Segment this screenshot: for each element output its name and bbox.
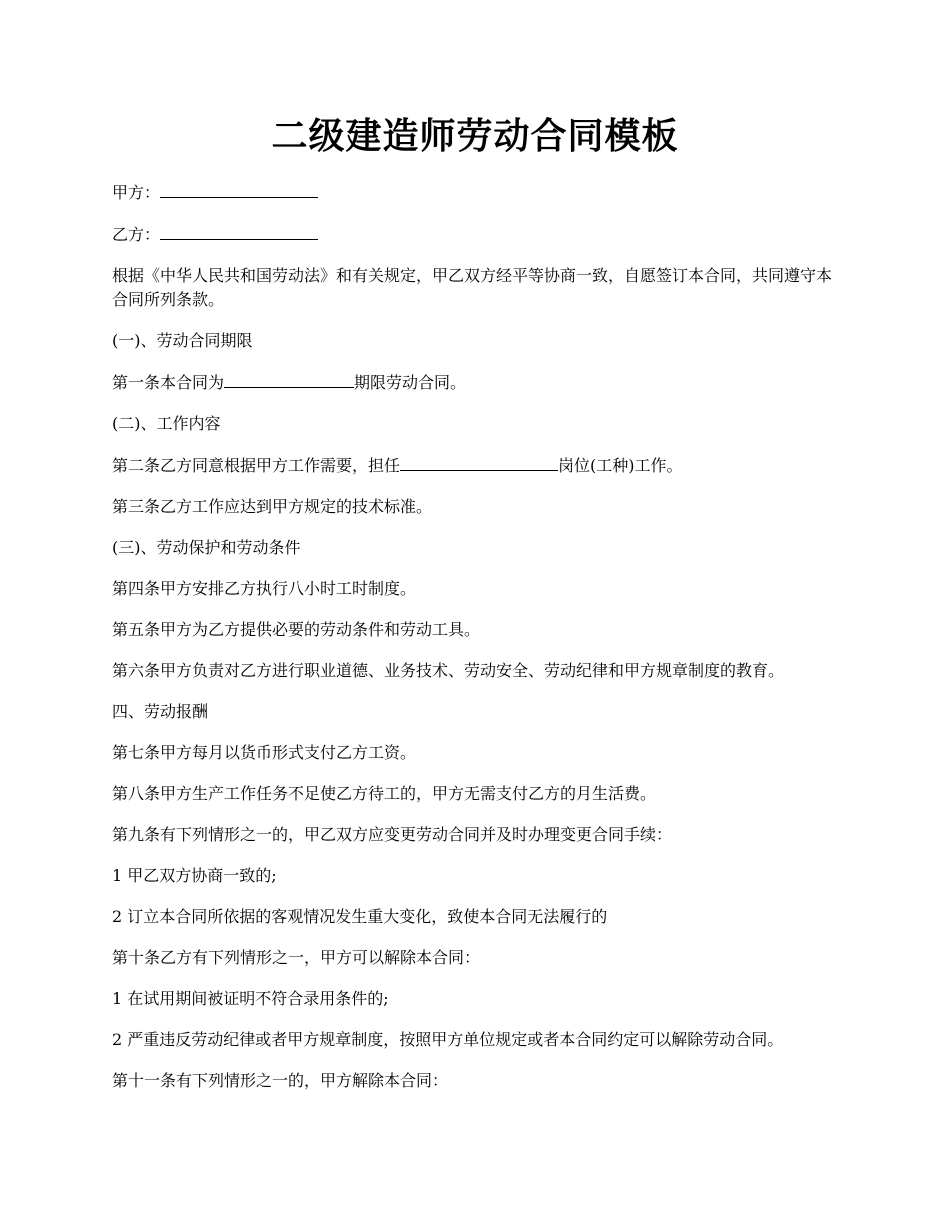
document-body	[112, 180, 838, 1093]
article-3: 第三条乙方工作应达到甲方规定的技术标准。	[112, 497, 433, 516]
party-b-blank	[160, 222, 318, 240]
section-1-heading: (一)、劳动合同期限	[112, 331, 253, 350]
article-9-item-2: 2 订立本合同所依据的客观情况发生重大变化，致使本合同无法履行的	[112, 907, 608, 926]
article-1	[112, 370, 838, 395]
party-b-label: 乙方：	[112, 225, 161, 244]
document-title: 二级建造师劳动合同模板	[271, 115, 679, 157]
article-1-suffix: 期限劳动合同。	[354, 373, 467, 392]
article-10: 第十条乙方有下列情形之一，甲方可以解除本合同：	[112, 948, 481, 967]
article-5: 第五条甲方为乙方提供必要的劳动条件和劳动工具。	[112, 620, 481, 639]
article-2-prefix: 第二条乙方同意根据甲方工作需要，担任	[112, 456, 401, 475]
article-11: 第十一条有下列情形之一的，甲方解除本合同：	[112, 1071, 449, 1090]
section-2-heading: (二)、工作内容	[112, 414, 221, 433]
intro-paragraph: 根据《中华人民共和国劳动法》和有关规定，甲乙双方经平等协商一致，自愿签订本合同，共同遵守本合同所列条款。	[112, 266, 833, 309]
contract-term-blank	[224, 370, 354, 388]
article-4: 第四条甲方安排乙方执行八小时工时制度。	[112, 579, 417, 598]
article-2	[112, 453, 838, 478]
article-10-item-2: 2 严重违反劳动纪律或者甲方规章制度，按照甲方单位规定或者本合同约定可以解除劳动合同。	[112, 1030, 784, 1049]
article-2-suffix: 岗位(工种)工作。	[558, 456, 683, 475]
section-3-heading: (三)、劳动保护和劳动条件	[112, 538, 301, 557]
article-7: 第七条甲方每月以货币形式支付乙方工资。	[112, 743, 417, 762]
party-a-blank	[160, 180, 318, 198]
article-9-item-1: 1 甲乙双方协商一致的;	[112, 866, 277, 885]
article-6: 第六条甲方负责对乙方进行职业道德、业务技术、劳动安全、劳动纪律和甲方规章制度的教育。	[112, 661, 785, 680]
article-9: 第九条有下列情形之一的，甲乙双方应变更劳动合同并及时办理变更合同手续：	[112, 825, 673, 844]
position-blank	[400, 453, 558, 471]
party-a-label: 甲方：	[112, 183, 161, 202]
party-b-line	[112, 222, 838, 247]
article-8: 第八条甲方生产工作任务不足使乙方待工的，甲方无需支付乙方的月生活费。	[112, 784, 657, 803]
party-a-line	[112, 180, 838, 205]
article-10-item-1: 1 在试用期间被证明不符合录用条件的;	[112, 989, 389, 1008]
article-1-prefix: 第一条本合同为	[112, 373, 225, 392]
section-4-heading: 四、劳动报酬	[112, 702, 209, 721]
